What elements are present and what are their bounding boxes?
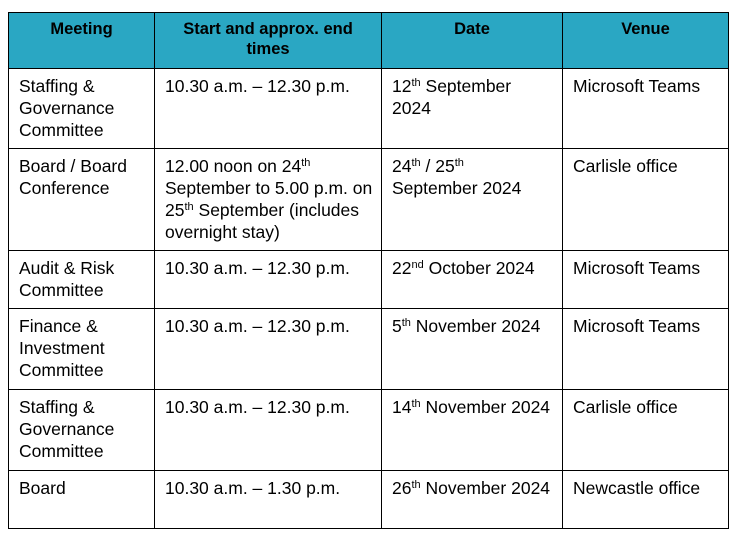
table-row [9, 149, 729, 251]
times-cell: 10.30 a.m. – 1.30 p.m. [155, 471, 382, 529]
venue-cell: Microsoft Teams [563, 69, 729, 149]
table-row [9, 309, 729, 390]
date-cell [382, 471, 563, 529]
table-row [9, 69, 729, 149]
date-ordinal: th [411, 157, 421, 169]
meeting-cell: Audit & Risk Committee [9, 251, 155, 309]
times-cell: 10.30 a.m. – 12.30 p.m. [155, 309, 382, 390]
meeting-cell: Staffing & Governance Committee [9, 390, 155, 471]
date-cell [382, 69, 563, 149]
date-rest: November 2024 [420, 397, 551, 417]
date-day: 26 [392, 478, 412, 498]
times-ordinal: th [301, 157, 311, 169]
date-rest: September 2024 [392, 76, 512, 118]
date-rest: October 2024 [423, 258, 535, 278]
date-rest: November 2024 [410, 316, 541, 336]
meeting-cell: Finance & Investment Committee [9, 309, 155, 390]
date-ordinal: nd [411, 259, 424, 271]
date-cell [382, 149, 563, 251]
venue-cell: Newcastle office [563, 471, 729, 529]
times-part: 12.00 noon on 24 [165, 156, 302, 176]
table-row [9, 471, 729, 529]
header-date: Date [382, 13, 563, 69]
header-venue: Venue [563, 13, 729, 69]
date-ordinal: th [411, 77, 421, 89]
times-part: September (includes overnight stay) [165, 200, 360, 242]
date-rest: September 2024 [392, 178, 522, 198]
date-cell [382, 251, 563, 309]
date-day: 5 [392, 316, 402, 336]
date-ordinal: th [411, 479, 421, 491]
date-day: 14 [392, 397, 412, 417]
date-rest: November 2024 [420, 478, 551, 498]
date-ordinal: th [411, 398, 421, 410]
date-cell [382, 390, 563, 471]
venue-cell: Microsoft Teams [563, 251, 729, 309]
times-cell: 10.30 a.m. – 12.30 p.m. [155, 69, 382, 149]
meeting-cell: Board / Board Conference [9, 149, 155, 251]
meeting-schedule-table [8, 12, 729, 529]
date-day: 12 [392, 76, 412, 96]
meeting-cell: Board [9, 471, 155, 529]
header-times: Start and approx. end times [155, 13, 382, 69]
times-cell: 10.30 a.m. – 12.30 p.m. [155, 390, 382, 471]
date-day: 22 [392, 258, 412, 278]
date-ordinal: th [401, 317, 411, 329]
header-row [9, 13, 729, 69]
date-ordinal: th [454, 157, 464, 169]
meeting-cell: Staffing & Governance Committee [9, 69, 155, 149]
times-ordinal: th [184, 201, 194, 213]
venue-cell: Carlisle office [563, 390, 729, 471]
times-cell [155, 149, 382, 251]
times-cell: 10.30 a.m. – 12.30 p.m. [155, 251, 382, 309]
date-cell [382, 309, 563, 390]
date-rest: / 25 [420, 156, 455, 176]
date-day: 24 [392, 156, 412, 176]
venue-cell: Carlisle office [563, 149, 729, 251]
times-part: September to 5.00 p.m. on 25 [165, 178, 373, 220]
table-row [9, 390, 729, 471]
table-row [9, 251, 729, 309]
venue-cell: Microsoft Teams [563, 309, 729, 390]
header-meeting: Meeting [9, 13, 155, 69]
